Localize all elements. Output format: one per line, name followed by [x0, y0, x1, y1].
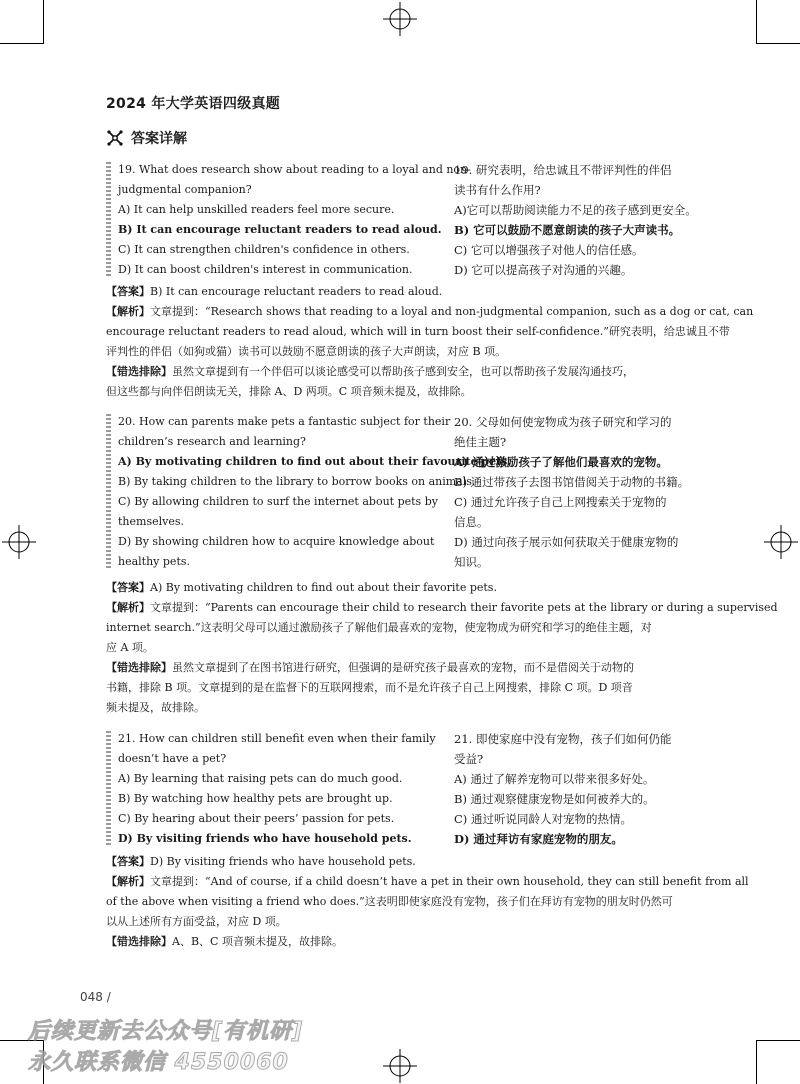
answer-text: B) It can encourage reluctant readers to read aloud.: [150, 285, 443, 298]
option-c-zh: C) 通过听说同龄人对宠物的热情。: [454, 812, 632, 826]
option-c-zh: 信息。: [454, 515, 489, 529]
watermark-line-2: 永久联系微信 4550060: [28, 1050, 289, 1075]
page-number: 048 /: [80, 990, 111, 1004]
exclusion-tag: 【错选排除】: [106, 935, 172, 948]
option-d: D) It can boost children's interest in communication.: [118, 263, 413, 276]
option-b-zh: B) 通过带孩子去图书馆借阅关于动物的书籍。: [454, 475, 690, 489]
registration-mark-top: [383, 2, 417, 36]
question-stem-zh: 20. 父母如何使宠物成为孩子研究和学习的: [454, 415, 672, 429]
crop-mark: [0, 43, 44, 44]
question-stem: children’s research and learning?: [118, 435, 306, 448]
exclusion-tag: 【错选排除】: [106, 365, 172, 378]
option-d-zh: 知识。: [454, 555, 489, 569]
exclusion-line: 【错选排除】虽然文章提到有一个伴侣可以谈论感受可以帮助孩子感到安全，也可以帮助孩子发展沟通技巧，: [106, 365, 634, 378]
registration-mark-left: [2, 525, 36, 559]
question-stem: judgmental companion?: [118, 183, 252, 196]
answer-line: [106, 852, 696, 872]
answer-tag: 【答案】: [106, 581, 150, 594]
question-english: [118, 729, 436, 849]
question-chinese: [454, 160, 704, 280]
option-a: A) It can help unskilled readers feel more secure.: [118, 203, 395, 216]
answer-line: [106, 578, 696, 598]
option-c: C) By hearing about their peers’ passion for pets.: [118, 812, 395, 825]
question-stem: 20. How can parents make pets a fantastic subject for their: [118, 415, 451, 428]
analysis-line: of the above when visiting a friend who does.”这表明即使家庭没有宠物，孩子们在拜访有宠物的朋友时仍然可: [106, 895, 673, 908]
question-bar: [106, 731, 111, 847]
crop-mark: [756, 1040, 757, 1084]
question-stem-zh: 绝佳主题?: [454, 435, 507, 449]
book-title: 2024 年大学英语四级真题: [106, 96, 281, 112]
crop-mark: [756, 43, 800, 44]
question-english: [118, 160, 471, 280]
answer-line: [106, 282, 696, 302]
option-b: B) By watching how healthy pets are brought up.: [118, 792, 393, 805]
option-b-zh: B) 通过观察健康宠物是如何被养大的。: [454, 792, 655, 806]
explanation-21: [106, 852, 749, 952]
exclusion-tag: 【错选排除】: [106, 661, 172, 674]
question-block-19: [106, 160, 712, 280]
section-title: 答案详解: [131, 131, 187, 147]
option-d-zh: D) 通过向孩子展示如何获取关于健康宠物的: [454, 535, 679, 549]
question-stem-zh: 读书有什么作用?: [454, 183, 541, 197]
question-chinese: [454, 412, 704, 572]
explanation-20: [106, 578, 778, 718]
crop-mark: [43, 0, 44, 44]
section-heading: [106, 128, 187, 148]
analysis-tag: 【解析】: [106, 875, 150, 888]
answer-tag: 【答案】: [106, 285, 150, 298]
exclusion-line: 频未提及，故排除。: [106, 701, 205, 714]
option-c: themselves.: [118, 515, 184, 528]
analysis-line: 【解析】文章提到：“Parents can encourage their child to research their favorite pets at the library or during a supervised: [106, 601, 778, 614]
analysis-line: internet search.”这表明父母可以通过激励孩子了解他们最喜欢的宠物，使宠物成为研究和学习的绝佳主题，对: [106, 621, 652, 634]
option-c: C) It can strengthen children's confidence in others.: [118, 243, 410, 256]
option-a-zh: A)它可以帮助阅读能力不足的孩子感到更安全。: [454, 203, 697, 217]
analysis-line: 【解析】文章提到：“Research shows that reading to a loyal and non-judgmental companion, such as a dog or cat, can: [106, 305, 754, 318]
analysis-tag: 【解析】: [106, 305, 150, 318]
option-b-correct: B) It can encourage reluctant readers to read aloud.: [118, 223, 442, 236]
question-stem: doesn’t have a pet?: [118, 752, 227, 765]
option-d: healthy pets.: [118, 555, 190, 568]
option-c: C) By allowing children to surf the internet about pets by: [118, 495, 438, 508]
answer-text: A) By motivating children to find out about their favorite pets.: [150, 581, 497, 594]
question-stem: 21. How can children still benefit even when their family: [118, 732, 436, 745]
registration-mark-right: [764, 525, 798, 559]
exclusion-line: 【错选排除】虽然文章提到了在图书馆进行研究，但强调的是研究孩子最喜欢的宠物，而不是借阅关于动物的: [106, 661, 634, 674]
question-chinese: [454, 729, 704, 849]
question-stem-zh: 19. 研究表明，给忠诚且不带评判性的伴侣: [454, 163, 672, 177]
option-b: B) By taking children to the library to borrow books on animals.: [118, 475, 476, 488]
option-a-correct: A) By motivating children to find out about their favourite pets.: [118, 455, 512, 468]
exclusion-line: 【错选排除】A、B、C 项音频未提及，故排除。: [106, 935, 343, 948]
analysis-line: encourage reluctant readers to read aloud, which will in turn boost their self-confidence.”研究表明，给忠诚且不带: [106, 325, 730, 338]
option-a-zh-correct: A) 通过激励孩子了解他们最喜欢的宠物。: [454, 455, 668, 469]
option-d-zh: D) 它可以提高孩子对沟通的兴趣。: [454, 263, 633, 277]
question-block-21: [106, 729, 712, 849]
registration-mark-bottom: [383, 1049, 417, 1083]
exclusion-line: 但这些都与向伴侣朗读无关，排除 A、D 两项。C 项音频未提及，故排除。: [106, 385, 472, 398]
crop-mark: [756, 0, 757, 44]
analysis-line: 评判性的伴侣（如狗或猫）读书可以鼓励不愿意朗读的孩子大声朗读，对应 B 项。: [106, 345, 507, 358]
analysis-line: 以从上述所有方面受益，对应 D 项。: [106, 915, 287, 928]
analysis-line: 【解析】文章提到：“And of course, if a child doesn’t have a pet in their own household, they can still benefit from all: [106, 875, 749, 888]
question-stem-zh: 受益?: [454, 752, 484, 766]
question-bar: [106, 162, 111, 278]
crop-mark: [756, 1040, 800, 1041]
option-a: A) By learning that raising pets can do much good.: [118, 772, 403, 785]
question-bar: [106, 414, 111, 570]
option-c-zh: C) 通过允许孩子自己上网搜索关于宠物的: [454, 495, 667, 509]
question-stem: 19. What does research show about reading to a loyal and non-: [118, 163, 471, 176]
exclusion-line: 书籍，排除 B 项。文章提到的是在监督下的互联网搜索，而不是允许孩子自己上网搜索，排除 C 项。D 项音: [106, 681, 633, 694]
option-c-zh: C) 它可以增强孩子对他人的信任感。: [454, 243, 644, 257]
sparkle-icon: [106, 129, 124, 147]
watermark-line-1: 后续更新去公众号[有机研]: [28, 1019, 304, 1044]
option-b-zh-correct: B) 它可以鼓励不愿意朗读的孩子大声读书。: [454, 223, 681, 237]
option-a-zh: A) 通过了解养宠物可以带来很多好处。: [454, 772, 655, 786]
answer-text: D) By visiting friends who have household pets.: [150, 855, 416, 868]
question-stem-zh: 21. 即使家庭中没有宠物，孩子们如何仍能: [454, 732, 672, 746]
answer-tag: 【答案】: [106, 855, 150, 868]
option-d: D) By showing children how to acquire knowledge about: [118, 535, 435, 548]
analysis-tag: 【解析】: [106, 601, 150, 614]
option-d-zh-correct: D) 通过拜访有家庭宠物的朋友。: [454, 832, 623, 846]
question-block-20: [106, 412, 712, 572]
explanation-19: [106, 282, 754, 402]
analysis-line: 应 A 项。: [106, 641, 154, 654]
option-d-correct: D) By visiting friends who have household pets.: [118, 832, 412, 845]
